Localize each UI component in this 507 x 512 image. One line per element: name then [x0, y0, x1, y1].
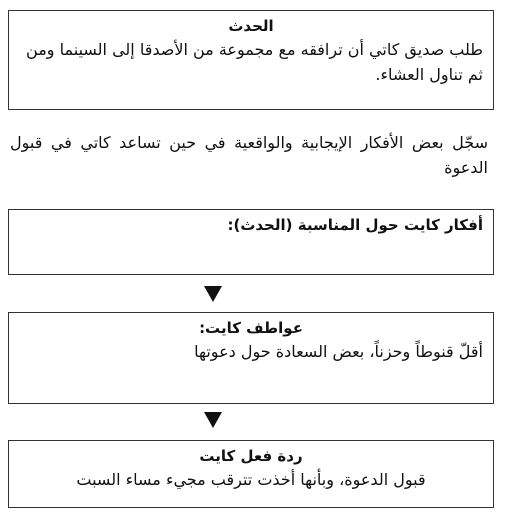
feelings-body: أقلّ قنوطاً وحزناً، بعض السعادة حول دعوتها — [194, 342, 483, 361]
reaction-body: قبول الدعوة، وبأنها أخذت تترقب مجيء مساء السبت — [76, 470, 426, 489]
down-triangle-icon — [203, 411, 223, 429]
reaction-title: ردة فعل كايت — [199, 447, 303, 465]
reaction-box — [8, 440, 494, 508]
event-title: الحدث — [228, 17, 274, 35]
feelings-title: عواطف كايت: — [199, 319, 303, 337]
feelings-box — [8, 312, 494, 404]
event-body: طلب صديق كاتي أن ترافقه مع مجموعة من الأصدقا إلى السينما ومن ثم تناول العشاء. — [26, 40, 483, 84]
down-triangle-icon — [203, 285, 223, 303]
thoughts-box — [8, 209, 494, 275]
event-box — [8, 10, 494, 110]
instruction-text: سجّل بعض الأفكار الإيجابية والواقعية في حين تساعد كاتي في قبول الدعوة — [10, 133, 488, 177]
thoughts-title: أفكار كايت حول المناسبة (الحدث): — [227, 216, 483, 234]
